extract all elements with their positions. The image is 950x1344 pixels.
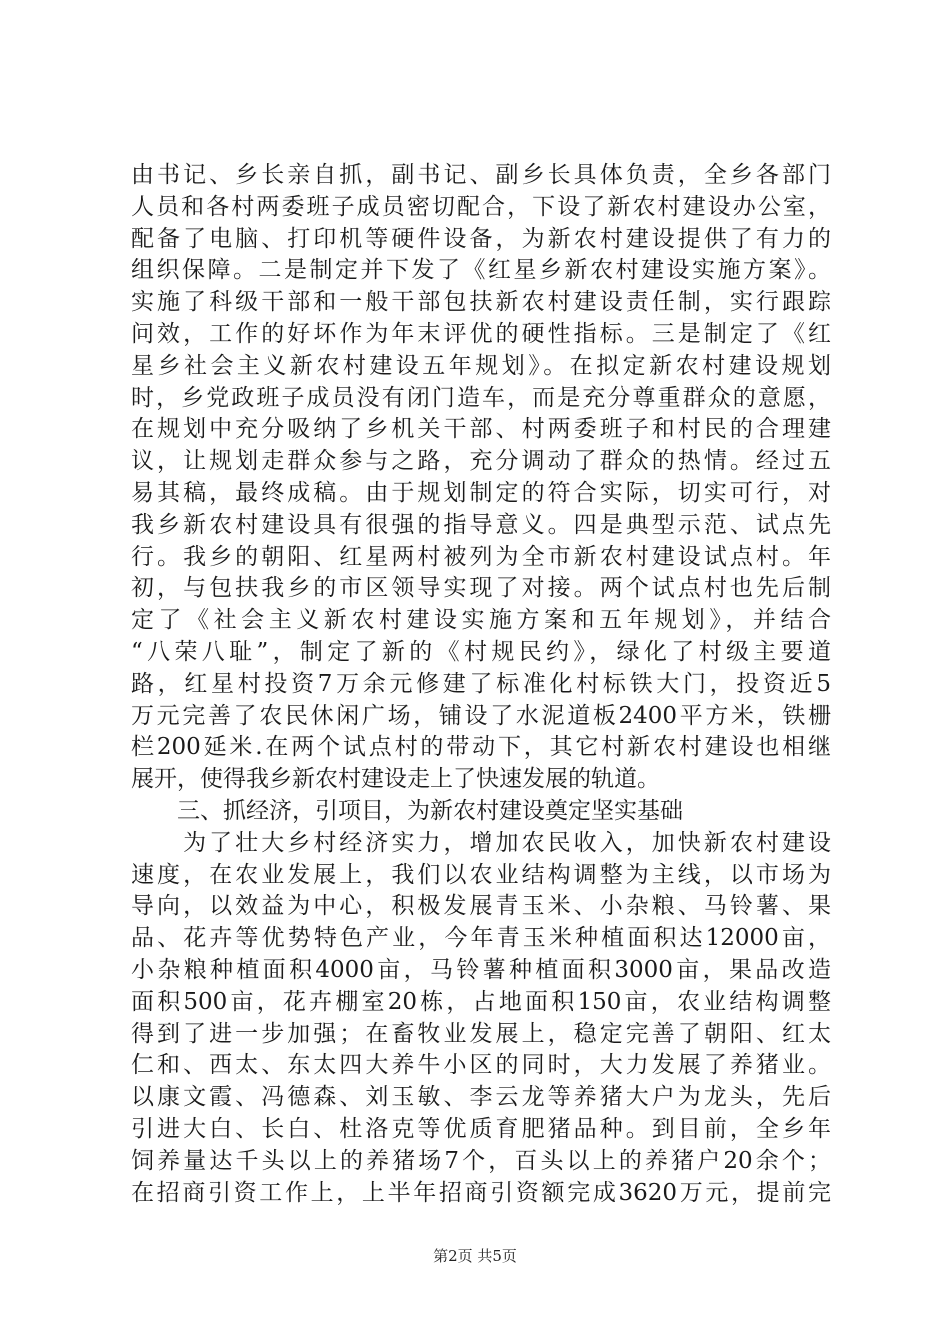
text-line: 在规划中充分吸纳了乡机关干部、村两委班子和村民的合理建: [131, 416, 831, 443]
text-line: 仁和、西太、东太四大养牛小区的同时，大力发展了养猪业。: [131, 1052, 831, 1079]
text-line: 导向，以效益为中心，积极发展青玉米、小杂粮、马铃薯、果: [131, 893, 831, 920]
section-heading: 三、抓经济，引项目，为新农村建设奠定坚实基础: [131, 797, 683, 824]
text-line: 议，让规划走群众参与之路，充分调动了群众的热情。经过五: [131, 448, 831, 475]
text-line: 引进大白、长白、杜洛克等优质育肥猪品种。到目前，全乡年: [131, 1115, 831, 1142]
text-line: 为了壮大乡村经济实力，增加农民收入，加快新农村建设: [131, 829, 831, 856]
text-line: 行。我乡的朝阳、红星两村被列为全市新农村建设试点村。年: [131, 543, 831, 570]
text-line: 栏200延米.在两个试点村的带动下，其它村新农村建设也相继: [131, 734, 831, 761]
text-line: 路，红星村投资7万余元修建了标准化村标铁大门，投资近5: [131, 670, 831, 697]
text-line: 配备了电脑、打印机等硬件设备，为新农村建设提供了有力的: [131, 225, 831, 252]
text-line: 以康文霞、冯德森、刘玉敏、李云龙等养猪大户为龙头，先后: [131, 1084, 831, 1111]
text-line: 人员和各村两委班子成员密切配合，下设了新农村建设办公室，: [131, 193, 831, 220]
text-line: 小杂粮种植面积4000亩，马铃薯种植面积3000亩，果品改造: [131, 956, 831, 983]
text-line: 在招商引资工作上，上半年招商引资额完成3620万元，提前完: [131, 1179, 831, 1206]
text-line: 万元完善了农民休闲广场，铺设了水泥道板2400平方米，铁栅: [131, 702, 831, 729]
text-line: 星乡社会主义新农村建设五年规划》。在拟定新农村建设规划: [131, 352, 831, 379]
text-line: 面积500亩，花卉棚室20栋，占地面积150亩，农业结构调整: [131, 988, 831, 1015]
text-line: 组织保障。二是制定并下发了《红星乡新农村建设实施方案》。: [131, 257, 831, 284]
text-line: 饲养量达千头以上的养猪场7个，百头以上的养猪户20余个；: [131, 1147, 831, 1174]
text-line: 展开，使得我乡新农村建设走上了快速发展的轨道。: [131, 766, 660, 793]
text-line: 品、花卉等优势特色产业，今年青玉米种植面积达12000亩，: [131, 925, 831, 952]
text-line: 速度，在农业发展上，我们以农业结构调整为主线，以市场为: [131, 861, 831, 888]
text-line: 由书记、乡长亲自抓，副书记、副乡长具体负责，全乡各部门: [131, 162, 831, 188]
text-line: 时，乡党政班子成员没有闭门造车，而是充分尊重群众的意愿，: [131, 384, 831, 411]
text-line: 我乡新农村建设具有很强的指导意义。四是典型示范、试点先: [131, 511, 831, 538]
text-line: “八荣八耻”，制定了新的《村规民约》，绿化了村级主要道: [131, 638, 831, 665]
text-line: 问效，工作的好坏作为年末评优的硬性指标。三是制定了《红: [131, 320, 831, 347]
page-footer: 第2页 共5页: [433, 1247, 517, 1265]
body-text: [131, 160, 831, 1209]
text-line: 实施了科级干部和一般干部包扶新农村建设责任制，实行跟踪: [131, 289, 831, 316]
text-line: 定了《社会主义新农村建设实施方案和五年规划》，并结合: [131, 607, 831, 634]
text-line: 易其稿，最终成稿。由于规划制定的符合实际，切实可行，对: [131, 479, 831, 506]
text-line: 初，与包扶我乡的市区领导实现了对接。两个试点村也先后制: [131, 575, 831, 602]
text-line: 得到了进一步加强；在畜牧业发展上，稳定完善了朝阳、红太: [131, 1020, 831, 1047]
